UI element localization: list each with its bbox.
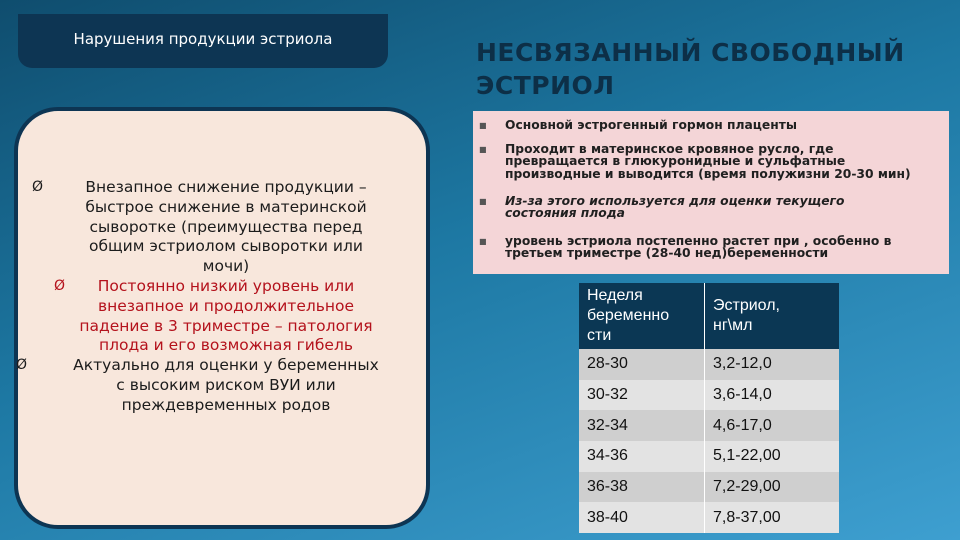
bullet-line: Актуально для оценки у беременных — [73, 356, 379, 375]
bullet-dot-icon: ■ — [479, 237, 487, 246]
header-line: нг\мл — [713, 317, 753, 334]
facts-box — [473, 111, 949, 274]
fact-line: третьем триместре (28-40 нед)беременности — [505, 246, 829, 261]
estriol-value-cell: 3,2-12,0 — [705, 349, 840, 380]
header-line: Эстриол, — [713, 297, 780, 314]
fact-line: Из-за этого используется для оценки текущего — [505, 194, 845, 208]
week-cell: 28-30 — [579, 349, 705, 380]
header-estriol-cell — [705, 283, 840, 349]
header-line: сти — [587, 327, 612, 344]
table-row — [579, 380, 839, 411]
disorder-bullet — [32, 178, 420, 277]
week-cell: 34-36 — [579, 441, 705, 472]
title-line: ЭСТРИОЛ — [476, 71, 615, 100]
bullet-line: Постоянно низкий уровень или — [97, 276, 355, 295]
week-cell: 30-32 — [579, 380, 705, 411]
fact-item — [479, 119, 941, 131]
fact-line: состояния плода — [505, 206, 625, 221]
arrow-bullet-icon: Ø — [54, 277, 66, 294]
estriol-value-cell: 4,6-17,0 — [705, 410, 840, 441]
header-week-cell — [579, 283, 705, 349]
bullet-line: с высоким риском ВУИ или — [116, 375, 336, 394]
table-header-row — [579, 283, 839, 349]
fact-item — [479, 195, 941, 220]
arrow-bullet-icon: Ø — [16, 357, 28, 374]
disorder-bullet — [16, 356, 420, 415]
bullet-dot-icon: ■ — [479, 121, 487, 130]
table-row — [579, 349, 839, 380]
fact-line: Основной эстрогенный гормон плаценты — [505, 118, 797, 132]
week-cell: 38-40 — [579, 502, 705, 533]
bullet-line: плода и его возможная гибель — [99, 336, 353, 355]
bullet-line: сыворотке (преимущества перед — [89, 217, 363, 236]
table-row — [579, 441, 839, 472]
estriol-value-cell: 7,8-37,00 — [705, 502, 840, 533]
week-cell: 32-34 — [579, 410, 705, 441]
table-row — [579, 472, 839, 503]
bullet-line: внезапное и продолжительное — [97, 296, 355, 315]
page-title — [476, 36, 905, 102]
section-tab-title: Нарушения продукции эстриола — [18, 14, 388, 68]
disorder-bullet — [32, 277, 420, 356]
bullet-line: Внезапное снижение продукции – — [85, 178, 367, 196]
fact-item — [479, 235, 941, 260]
header-line: Неделя — [587, 287, 643, 304]
title-line: НЕСВЯЗАННЫЙ СВОБОДНЫЙ — [476, 38, 905, 67]
bullet-line: быстрое снижение в материнской — [85, 197, 367, 216]
arrow-bullet-icon: Ø — [32, 179, 44, 195]
table-row — [579, 410, 839, 441]
estriol-norms-table — [579, 283, 839, 533]
disorders-list — [16, 178, 420, 416]
bullet-line: мочи) — [202, 257, 250, 276]
table-row — [579, 502, 839, 533]
fact-line: Проходит в материнское кровяное русло, где — [505, 142, 834, 156]
week-cell: 36-38 — [579, 472, 705, 503]
bullet-line: общим эстриолом сыворотки или — [89, 237, 363, 256]
estriol-value-cell: 3,6-14,0 — [705, 380, 840, 411]
bullet-line: преждевременных родов — [121, 395, 331, 414]
fact-item — [479, 143, 941, 180]
estriol-value-cell: 5,1-22,00 — [705, 441, 840, 472]
estriol-value-cell: 7,2-29,00 — [705, 472, 840, 503]
fact-line: уровень эстриола постепенно растет при , особенно в — [505, 234, 892, 248]
header-line: беременно — [587, 307, 670, 324]
fact-line: производные и выводится (время полужизни 20-30 мин) — [505, 166, 911, 181]
bullet-line: падение в 3 триместре – патология — [79, 316, 373, 335]
fact-line: превращается в глюкуронидные и сульфатные — [505, 154, 846, 169]
bullet-dot-icon: ■ — [479, 197, 487, 206]
bullet-dot-icon: ■ — [479, 145, 487, 154]
